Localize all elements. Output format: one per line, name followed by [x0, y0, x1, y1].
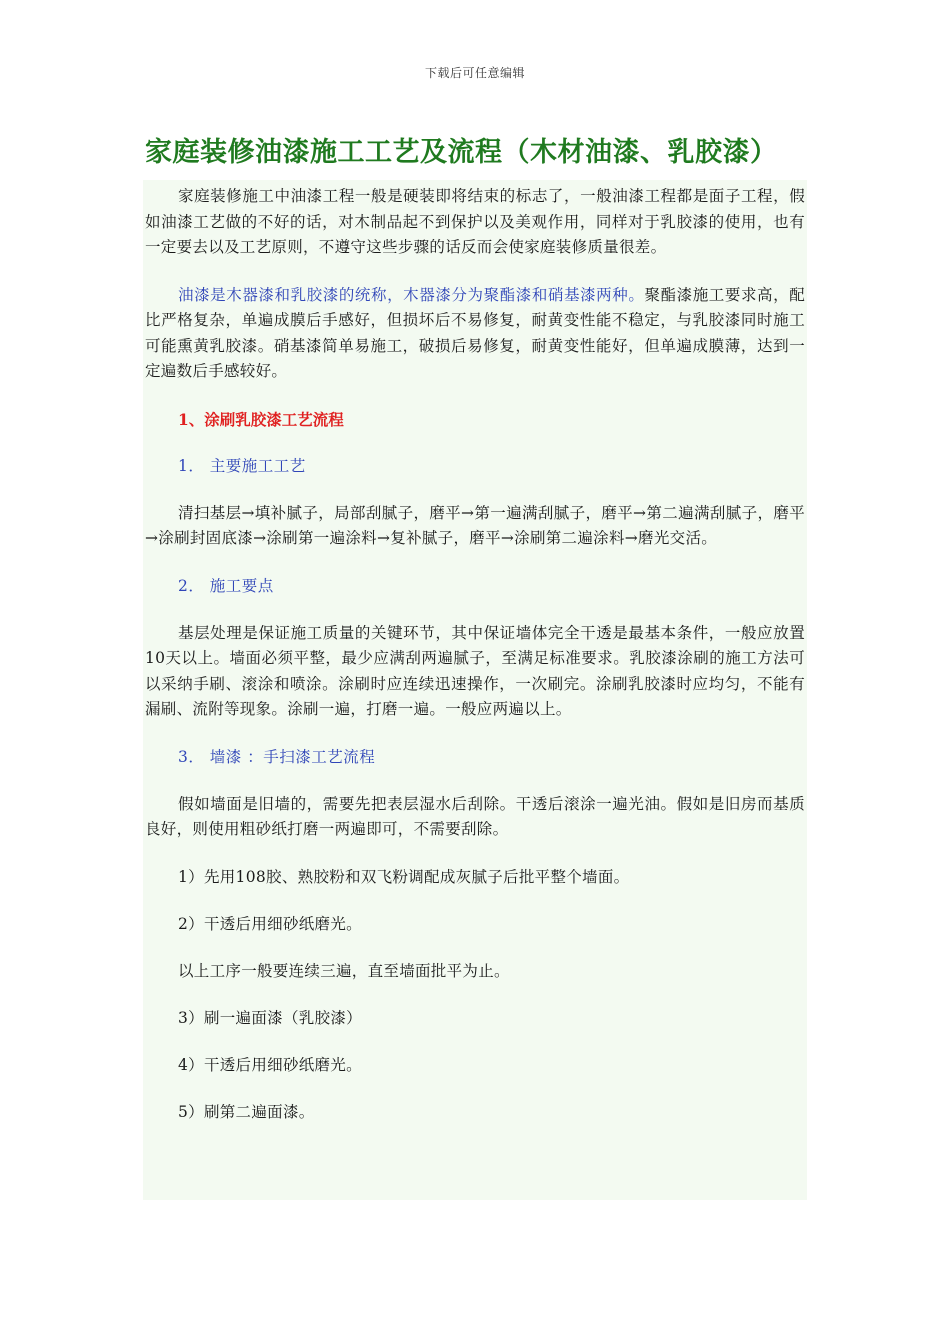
wall-paint-paragraph: 假如墙面是旧墙的，需要先把表层湿水后刮除。干透后滚涂一遍光油。假如是旧房而基质良好，则使用粗砂纸打磨一两遍即可，不需要刮除。: [145, 794, 805, 838]
subheading-key-points: 2． 施工要点: [178, 576, 274, 595]
step-item: 5）刷第二遍面漆。: [178, 1102, 315, 1121]
subheading-main-process: 1． 主要施工工艺: [178, 456, 306, 475]
step-item: 2）干透后用细砂纸磨光。: [178, 914, 362, 933]
step-item: 1）先用108胶、熟胶粉和双飞粉调配成灰腻子后批平整个墙面。: [178, 867, 630, 886]
intro-paragraph: 家庭装修施工中油漆工程一般是硬装即将结束的标志了，一般油漆工程都是面子工程，假如油漆工艺做的不好的话，对木制品起不到保护以及美观作用，同样对于乳胶漆的使用，也有一定要去以及工艺原则，不遵守这些步骤的话反而会使家庭装修质量很差。: [145, 187, 805, 256]
section-heading-latex-process: 1、涂刷乳胶漆工艺流程: [178, 409, 344, 429]
article-body: [143, 180, 807, 1200]
page-title: 家庭装修油漆施工工艺及流程（木材油漆、乳胶漆）: [145, 137, 778, 168]
key-points-paragraph: 基层处理是保证施工质量的关键环节，其中保证墙体完全干透是最基本条件，一般应放置10天以上。墙面必须平整，最少应满刮两遍腻子，至满足标准要求。乳胶漆涂刷的施工方法可以采纳手刷、滚涂和喷涂。涂刷时应连续迅速操作，一次刷完。涂刷乳胶漆时应均匀，不能有漏刷、流附等现象。涂刷一遍，打磨一遍。一般应两遍以上。: [145, 623, 805, 718]
step-note: 以上工序一般要连续三遍，直至墙面批平为止。: [178, 961, 510, 980]
page-header-note: 下载后可任意编辑: [424, 66, 525, 80]
step-item: 4）干透后用细砂纸磨光。: [178, 1055, 362, 1074]
subheading-wall-paint: 3． 墙漆 ：手扫漆工艺流程: [178, 747, 376, 766]
step-item: 3）刷一遍面漆（乳胶漆）: [178, 1008, 362, 1027]
paint-definition-paragraph: [145, 283, 805, 385]
paint-definition-rest: 聚酯漆施工要求高，配比严格复杂，单遍成膜后手感好，但损坏后不易修复，耐黄变性能不稳定，与乳胶漆同时施工可能熏黄乳胶漆。硝基漆简单易施工，破损后易修复，耐黄变性能好，但单遍成膜薄，达到一定遍数后手感较好。: [145, 285, 805, 380]
paint-definition-highlight: 油漆是木器漆和乳胶漆的统称，木器漆分为聚酯漆和硝基漆两种。: [178, 285, 645, 304]
main-process-paragraph: 清扫基层→填补腻子，局部刮腻子，磨平→第一遍满刮腻子，磨平→第二遍满刮腻子，磨平→涂刷封固底漆→涂刷第一遍涂料→复补腻子，磨平→涂刷第二遍涂料→磨光交活。: [145, 503, 805, 547]
